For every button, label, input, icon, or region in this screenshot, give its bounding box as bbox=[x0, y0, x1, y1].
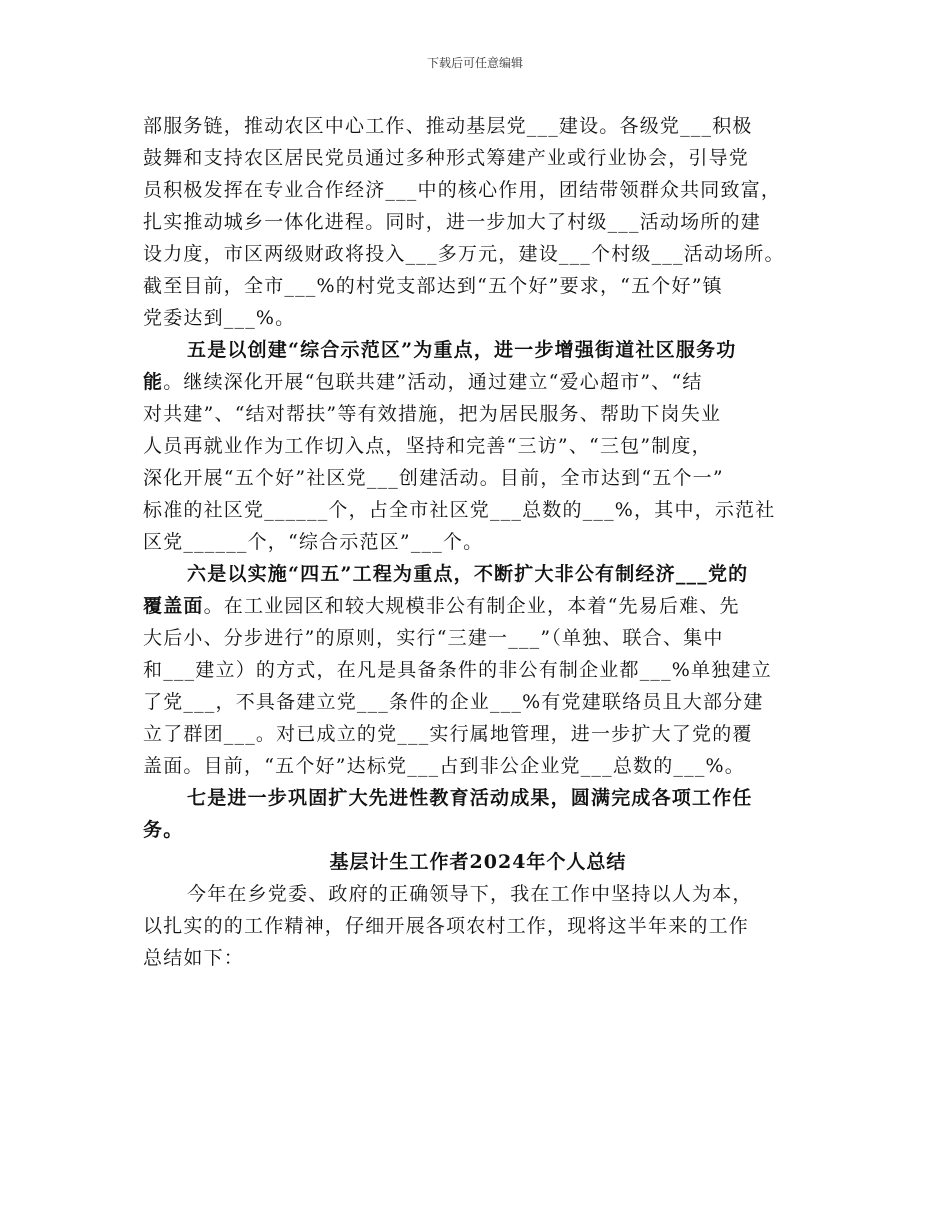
bold-lead-end: 能 bbox=[143, 371, 164, 393]
text-line: 了党___，不具备建立党___条件的企业___%有党建联络员且大部分建 bbox=[143, 691, 764, 713]
text-line: 标准的社区党______个，占全市社区党___总数的___%，其中，示范社 bbox=[143, 499, 776, 521]
text-line: 对共建”、“结对帮扶”等有效措施，把为居民服务、帮助下岗失业 bbox=[143, 403, 722, 425]
paragraph bbox=[143, 782, 813, 846]
text-line: 立了群团___。对已成立的党___实行属地管理，进一步扩大了党的覆 bbox=[143, 723, 753, 745]
text-line: 和___建立）的方式，在凡是具备条件的非公有制企业都___%单独建立 bbox=[143, 659, 772, 681]
paragraph bbox=[143, 334, 813, 558]
text-line bbox=[143, 590, 813, 622]
text-line: 总结如下： bbox=[143, 947, 245, 969]
text-line: 以扎实的的工作精神，仔细开展各项农村工作，现将这半年来的工作 bbox=[143, 915, 750, 937]
text-line-bold: 五是以创建“综合示范区”为重点，进一步增强街道社区服务功 bbox=[187, 339, 737, 361]
text-line: 深化开展“五个好”社区党___创建活动。目前，全市达到“五个一” bbox=[143, 467, 724, 489]
bold-lead-end: 覆盖面 bbox=[143, 595, 204, 617]
text-line: 党委达到___%。 bbox=[143, 307, 296, 329]
text-line: 设力度，市区两级财政将投入___多万元，建设___个村级___活动场所。 bbox=[143, 243, 785, 265]
text-line-bold: 六是以实施“四五”工程为重点，不断扩大非公有制经济___党的 bbox=[187, 563, 749, 585]
text-line: 区党______个，“综合示范区”___个。 bbox=[143, 531, 484, 553]
text-span: 。在工业园区和较大规模非公有制企业，本着“先易后难、先 bbox=[203, 595, 740, 617]
text-line: 大后小、分步进行”的原则，实行“三建一___”（单独、联合、集中 bbox=[143, 627, 724, 649]
document-body bbox=[143, 110, 813, 974]
text-line: 鼓舞和支持农区居民党员通过多种形式筹建产业或行业协会，引导党 bbox=[143, 147, 750, 169]
paragraph bbox=[143, 558, 813, 782]
text-line: 部服务链，推动农区中心工作、推动基层党___建设。各级党___积极 bbox=[143, 115, 753, 137]
text-line: 今年在乡党委、政府的正确领导下，我在工作中坚持以人为本， bbox=[187, 883, 753, 905]
text-line bbox=[143, 366, 813, 398]
paragraph bbox=[143, 878, 813, 974]
paragraph bbox=[143, 110, 813, 334]
text-line: 截至目前，全市___%的村党支部达到“五个好”要求，“五个好”镇 bbox=[143, 275, 723, 297]
text-line-bold: 七是进一步巩固扩大先进性教育活动成果，圆满完成各项工作任 bbox=[187, 787, 753, 809]
text-line: 人员再就业作为工作切入点，坚持和完善“三访”、“三包”制度， bbox=[143, 435, 712, 457]
text-line: 盖面。目前，“五个好”达标党___占到非公企业党___总数的___%。 bbox=[143, 755, 745, 777]
page-header: 下载后可任意编辑 bbox=[426, 56, 523, 70]
text-line: 员积极发挥在专业合作经济___中的核心作用，团结带领群众共同致富， bbox=[143, 179, 782, 201]
section-title: 基层计生工作者2024年个人总结 bbox=[329, 851, 627, 873]
text-line: 扎实推动城乡一体化进程。同时，进一步加大了村级___活动场所的建 bbox=[143, 211, 761, 233]
text-span: 。继续深化开展“包联共建”活动，通过建立“爱心超市”、“结 bbox=[163, 371, 703, 393]
text-line-bold: 务。 bbox=[143, 819, 184, 841]
